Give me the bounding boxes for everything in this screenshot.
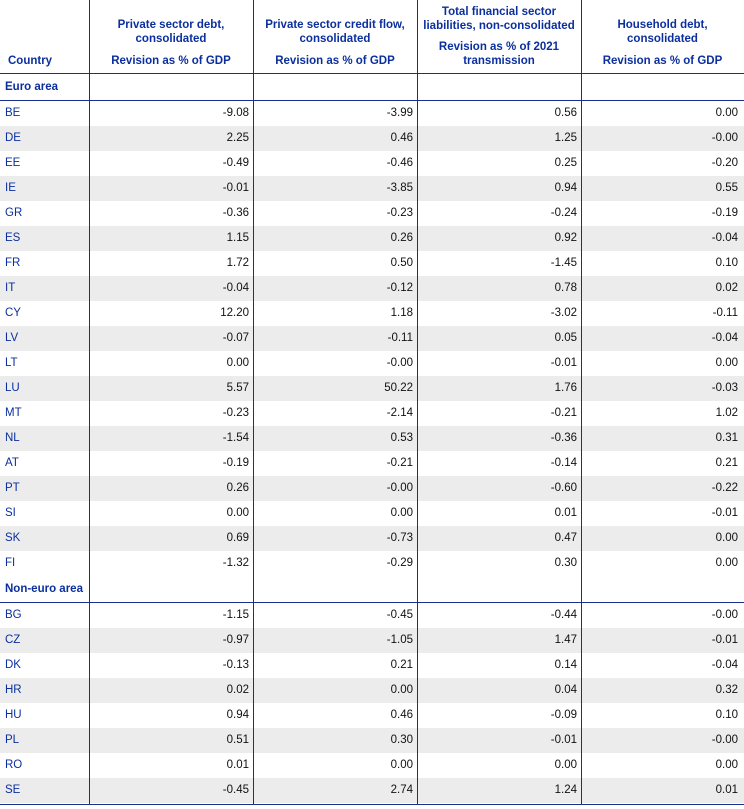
country-code: DE <box>5 132 21 144</box>
value-cell: -9.08 <box>222 107 249 119</box>
value-cell: 0.00 <box>390 507 413 519</box>
value-cell: -0.21 <box>386 457 413 469</box>
value-cell: -0.97 <box>222 634 249 646</box>
country-code: LU <box>5 382 20 394</box>
header-subtitle: Revision as % of GDP <box>275 55 395 67</box>
table-row <box>0 526 744 551</box>
value-cell: -2.14 <box>386 407 413 419</box>
value-cell: -0.73 <box>386 532 413 544</box>
value-cell: 0.94 <box>226 709 249 721</box>
table-row <box>0 201 744 226</box>
value-cell: -0.23 <box>222 407 249 419</box>
value-cell: 0.53 <box>390 432 413 444</box>
value-cell: 50.22 <box>384 382 413 394</box>
value-cell: 0.00 <box>390 759 413 771</box>
country-code: EE <box>5 157 21 169</box>
header-subtitle: Revision as % of GDP <box>602 55 723 67</box>
value-cell: 0.51 <box>226 734 249 746</box>
value-cell: -0.20 <box>711 157 738 169</box>
value-cell: 1.24 <box>554 784 577 796</box>
table-row <box>0 276 744 301</box>
country-code: IE <box>5 182 16 194</box>
value-cell: 0.78 <box>554 282 577 294</box>
header-subtitle: Revision as % of 2021 transmission <box>438 41 560 67</box>
country-code: PL <box>5 734 20 746</box>
group-label: Non-euro area <box>5 583 83 595</box>
value-cell: 2.74 <box>390 784 413 796</box>
country-code: BG <box>5 609 22 621</box>
value-cell: 0.01 <box>554 507 577 519</box>
table-row <box>0 628 744 653</box>
table-row <box>0 126 744 151</box>
country-code: FI <box>5 557 16 569</box>
value-cell: 0.56 <box>554 107 577 119</box>
header-col-household-debt <box>581 0 744 73</box>
value-cell: -0.04 <box>711 332 738 344</box>
value-cell: -0.04 <box>711 659 738 671</box>
value-cell: 0.00 <box>715 759 738 771</box>
value-cell: 0.14 <box>554 659 577 671</box>
table-body <box>0 74 744 803</box>
table-row <box>0 778 744 803</box>
value-cell: -0.04 <box>711 232 738 244</box>
value-cell: 1.76 <box>554 382 577 394</box>
value-cell: -0.13 <box>222 659 249 671</box>
value-cell: -0.07 <box>222 332 249 344</box>
table-header <box>0 0 744 74</box>
value-cell: 0.10 <box>715 709 738 721</box>
value-cell: 0.01 <box>715 784 738 796</box>
header-title: Household debt, consolidated <box>617 19 708 45</box>
header-col-private-debt <box>89 0 253 73</box>
value-cell: 0.69 <box>226 532 249 544</box>
table-row <box>0 376 744 401</box>
country-code: IT <box>5 282 16 294</box>
value-cell: 0.25 <box>554 157 577 169</box>
table-row <box>0 426 744 451</box>
country-code: SK <box>5 532 21 544</box>
value-cell: 0.00 <box>226 507 249 519</box>
value-cell: 0.94 <box>554 182 577 194</box>
country-code: AT <box>5 457 19 469</box>
table-row <box>0 753 744 778</box>
value-cell: -0.04 <box>222 282 249 294</box>
group-header-row <box>0 74 744 101</box>
table-bottom-border <box>0 804 744 805</box>
value-cell: 0.46 <box>390 132 413 144</box>
value-cell: -0.01 <box>550 734 577 746</box>
value-cell: -3.02 <box>550 307 577 319</box>
table-row <box>0 251 744 276</box>
table-row <box>0 728 744 753</box>
table-row <box>0 401 744 426</box>
value-cell: 0.26 <box>226 482 249 494</box>
value-cell: 0.02 <box>226 684 249 696</box>
value-cell: 0.21 <box>715 457 738 469</box>
value-cell: 0.00 <box>715 532 738 544</box>
country-code: ES <box>5 232 21 244</box>
value-cell: 0.30 <box>554 557 577 569</box>
value-cell: 5.57 <box>226 382 249 394</box>
column-divider <box>89 0 90 805</box>
table-row <box>0 176 744 201</box>
country-code: HU <box>5 709 22 721</box>
value-cell: -0.00 <box>711 734 738 746</box>
value-cell: 0.31 <box>715 432 738 444</box>
value-cell: -0.46 <box>386 157 413 169</box>
value-cell: -0.44 <box>550 609 577 621</box>
header-title: Total financial sector liabilities, non-consolidated <box>423 6 575 32</box>
table-row <box>0 551 744 576</box>
table-row <box>0 101 744 126</box>
country-code: BE <box>5 107 21 119</box>
table-row <box>0 226 744 251</box>
value-cell: -0.45 <box>222 784 249 796</box>
value-cell: 0.00 <box>715 557 738 569</box>
value-cell: 0.26 <box>390 232 413 244</box>
header-col-credit-flow <box>253 0 417 73</box>
value-cell: -0.11 <box>387 332 413 344</box>
value-cell: 0.00 <box>390 684 413 696</box>
country-code: NL <box>5 432 20 444</box>
table-row <box>0 151 744 176</box>
value-cell: 1.47 <box>554 634 577 646</box>
value-cell: -0.36 <box>550 432 577 444</box>
value-cell: 1.72 <box>226 257 249 269</box>
table-row <box>0 703 744 728</box>
value-cell: -0.00 <box>386 482 413 494</box>
value-cell: -0.00 <box>711 609 738 621</box>
value-cell: -0.49 <box>222 157 249 169</box>
value-cell: -0.03 <box>711 382 738 394</box>
value-cell: -0.45 <box>386 609 413 621</box>
value-cell: -0.19 <box>711 207 738 219</box>
value-cell: 0.10 <box>715 257 738 269</box>
country-code: RO <box>5 759 23 771</box>
country-code: GR <box>5 207 23 219</box>
value-cell: 0.46 <box>390 709 413 721</box>
table-row <box>0 301 744 326</box>
value-cell: -0.19 <box>222 457 249 469</box>
value-cell: 1.18 <box>390 307 413 319</box>
header-country-label: Country <box>8 55 53 67</box>
value-cell: -0.01 <box>222 182 249 194</box>
value-cell: 0.00 <box>715 357 738 369</box>
value-cell: -0.21 <box>550 407 577 419</box>
country-code: LV <box>5 332 19 344</box>
value-cell: -0.00 <box>711 132 738 144</box>
country-code: HR <box>5 684 22 696</box>
country-code: DK <box>5 659 21 671</box>
value-cell: -0.22 <box>711 482 738 494</box>
value-cell: -3.99 <box>386 107 413 119</box>
table-row <box>0 603 744 628</box>
value-cell: -0.01 <box>550 357 577 369</box>
country-code: PT <box>5 482 20 494</box>
country-code: MT <box>5 407 22 419</box>
country-code: LT <box>5 357 18 369</box>
value-cell: 0.01 <box>226 759 249 771</box>
value-cell: 0.47 <box>554 532 577 544</box>
value-cell: -0.29 <box>386 557 413 569</box>
value-cell: 1.02 <box>715 407 738 419</box>
value-cell: -1.15 <box>222 609 249 621</box>
value-cell: -0.11 <box>712 307 738 319</box>
value-cell: 0.32 <box>715 684 738 696</box>
header-title: Private sector credit flow, consolidated <box>265 19 405 45</box>
value-cell: 0.55 <box>715 182 738 194</box>
value-cell: -0.00 <box>386 357 413 369</box>
table-row <box>0 678 744 703</box>
value-cell: -1.54 <box>222 432 249 444</box>
value-cell: -0.01 <box>711 507 738 519</box>
table-row <box>0 501 744 526</box>
country-code: CZ <box>5 634 21 646</box>
header-title: Private sector debt, consolidated <box>117 19 225 45</box>
country-code: CY <box>5 307 21 319</box>
value-cell: -0.09 <box>550 709 577 721</box>
value-cell: 1.25 <box>554 132 577 144</box>
value-cell: 0.00 <box>226 357 249 369</box>
value-cell: -1.32 <box>222 557 249 569</box>
value-cell: 0.00 <box>715 107 738 119</box>
country-code: SE <box>5 784 21 796</box>
value-cell: -0.01 <box>711 634 738 646</box>
value-cell: 0.00 <box>554 759 577 771</box>
value-cell: 12.20 <box>220 307 249 319</box>
header-col-financial-liabilities <box>417 0 581 73</box>
value-cell: -0.14 <box>550 457 577 469</box>
value-cell: 0.05 <box>554 332 577 344</box>
value-cell: -0.24 <box>550 207 577 219</box>
value-cell: 2.25 <box>226 132 249 144</box>
column-divider <box>253 0 254 805</box>
table-row <box>0 476 744 501</box>
value-cell: -3.85 <box>386 182 413 194</box>
value-cell: -0.36 <box>222 207 249 219</box>
value-cell: -0.12 <box>386 282 413 294</box>
value-cell: -0.60 <box>550 482 577 494</box>
group-header-row <box>0 576 744 603</box>
value-cell: 0.30 <box>390 734 413 746</box>
country-code: SI <box>5 507 16 519</box>
value-cell: -1.45 <box>550 257 577 269</box>
table-row <box>0 451 744 476</box>
value-cell: -0.23 <box>386 207 413 219</box>
table-row <box>0 326 744 351</box>
value-cell: 0.50 <box>390 257 413 269</box>
column-divider <box>581 0 582 805</box>
header-subtitle: Revision as % of GDP <box>111 55 231 67</box>
header-country <box>0 0 89 73</box>
group-label: Euro area <box>5 81 59 93</box>
value-cell: 1.15 <box>226 232 249 244</box>
value-cell: -1.05 <box>386 634 413 646</box>
value-cell: 0.04 <box>554 684 577 696</box>
value-cell: 0.21 <box>390 659 413 671</box>
value-cell: 0.02 <box>715 282 738 294</box>
country-code: FR <box>5 257 21 269</box>
value-cell: 0.92 <box>554 232 577 244</box>
table-row <box>0 653 744 678</box>
table-row <box>0 351 744 376</box>
column-divider <box>417 0 418 805</box>
